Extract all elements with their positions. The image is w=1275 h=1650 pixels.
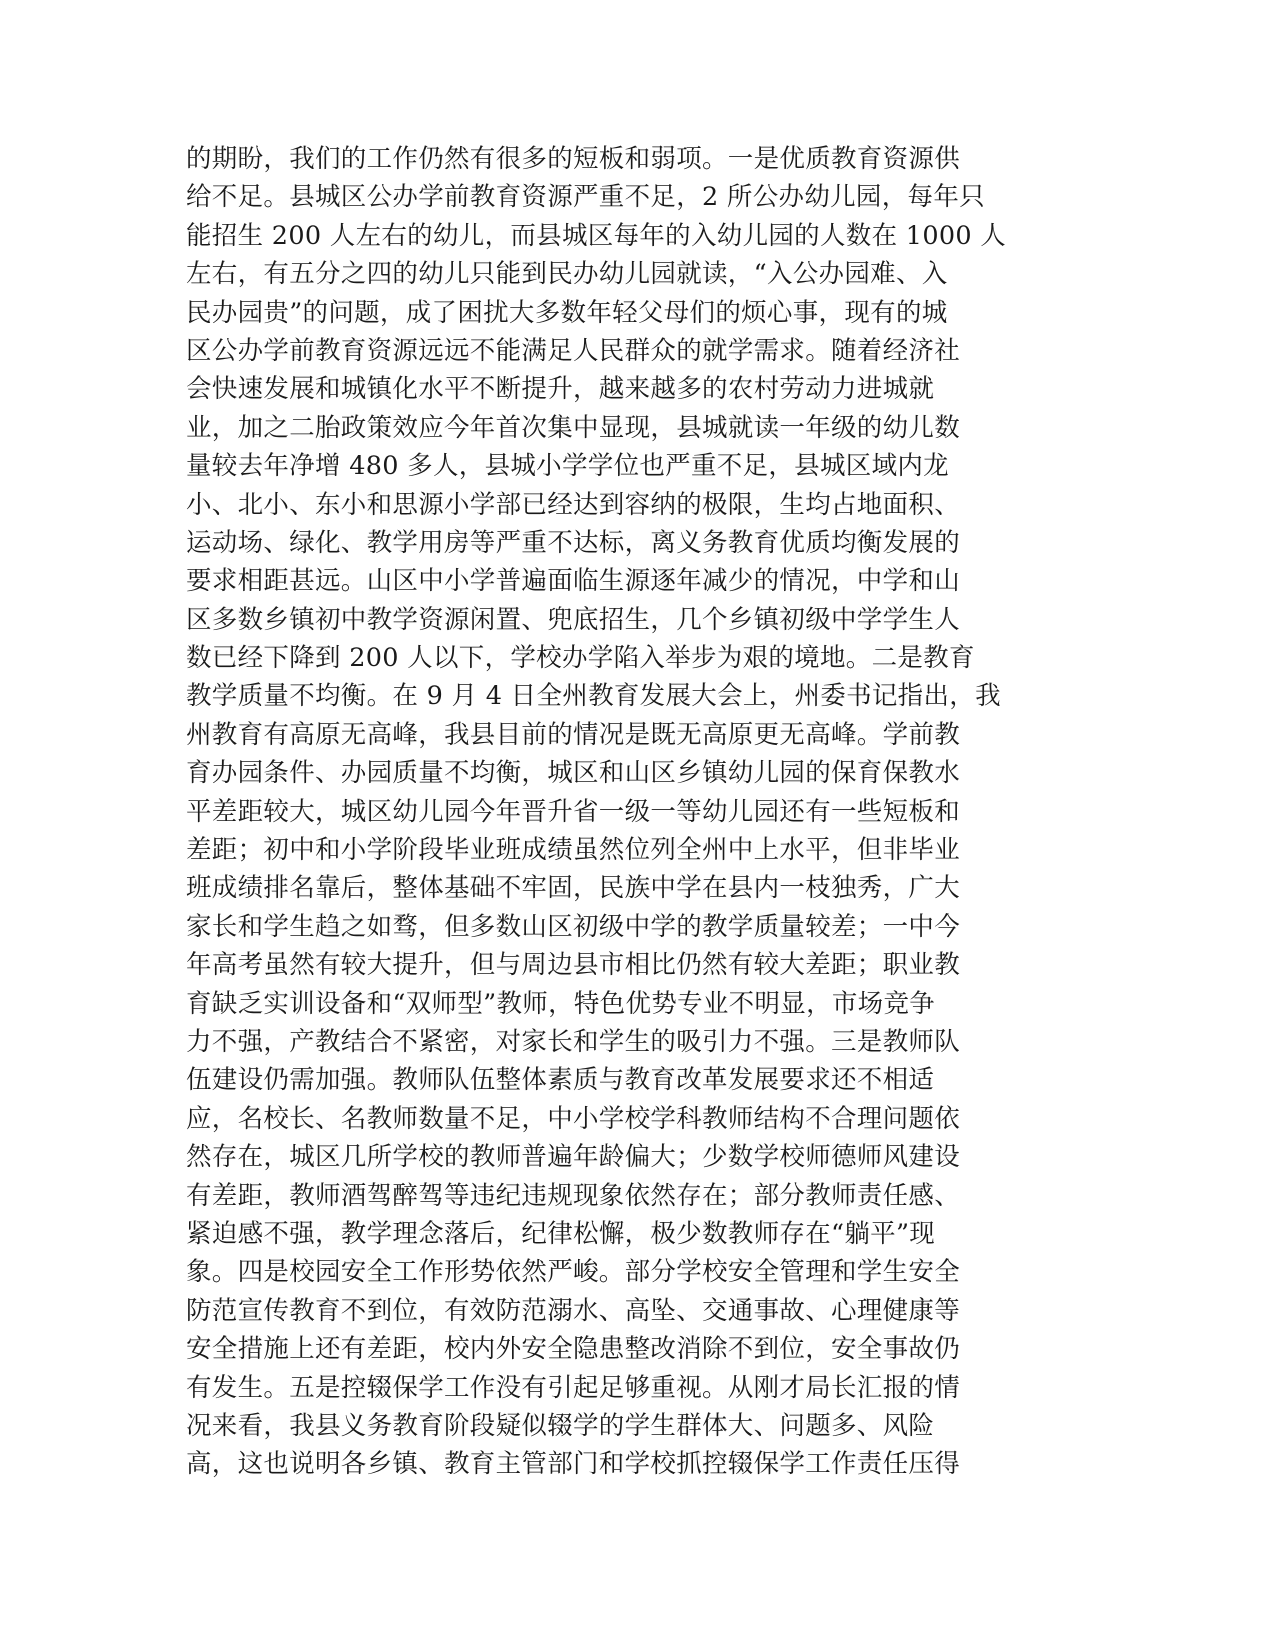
text-line: 力不强，产教结合不紧密，对家长和学生的吸引力不强。三是教师队 [186, 1026, 961, 1057]
text-line: 有差距，教师酒驾醉驾等违纪违规现象依然存在；部分教师责任感、 [186, 1180, 961, 1211]
text-line: 况来看，我县义务教育阶段疑似辍学的学生群体大、问题多、风险 [186, 1410, 935, 1441]
text-line: 然存在，城区几所学校的教师普遍年龄偏大；少数学校师德师风建设 [186, 1142, 961, 1173]
text-line: 运动场、绿化、教学用房等严重不达标，离义务教育优质均衡发展的 [186, 527, 961, 558]
text-line: 教学质量不均衡。在 9 月 4 日全州教育发展大会上，州委书记指出，我 [186, 681, 1001, 712]
text-line: 小、北小、东小和思源小学部已经达到容纳的极限，生均占地面积、 [186, 489, 961, 520]
body-paragraph [186, 140, 1086, 1484]
text-line: 区多数乡镇初中教学资源闲置、兜底招生，几个乡镇初级中学学生人 [186, 604, 961, 635]
text-line: 平差距较大，城区幼儿园今年晋升省一级一等幼儿园还有一些短板和 [186, 796, 961, 827]
text-line: 伍建设仍需加强。教师队伍整体素质与教育改革发展要求还不相适 [186, 1065, 935, 1096]
text-line: 给不足。县城区公办学前教育资源严重不足，2 所公办幼儿园，每年只 [186, 182, 985, 213]
text-line: 州教育有高原无高峰，我县目前的情况是既无高原更无高峰。学前教 [186, 719, 961, 750]
text-line: 应，名校长、名教师数量不足，中小学校学科教师结构不合理问题依 [186, 1103, 961, 1134]
text-line: 班成绩排名靠后，整体基础不牢固，民族中学在县内一枝独秀，广大 [186, 873, 961, 904]
text-line: 象。四是校园安全工作形势依然严峻。部分学校安全管理和学生安全 [186, 1257, 961, 1288]
text-line: 差距；初中和小学阶段毕业班成绩虽然位列全州中上水平，但非毕业 [186, 835, 961, 866]
text-line: 要求相距甚远。山区中小学普遍面临生源逐年减少的情况，中学和山 [186, 566, 961, 597]
text-line: 会快速发展和城镇化水平不断提升，越来越多的农村劳动力进城就 [186, 374, 935, 405]
text-line: 业，加之二胎政策效应今年首次集中显现，县城就读一年级的幼儿数 [186, 412, 961, 443]
text-line: 家长和学生趋之如骛，但多数山区初级中学的教学质量较差；一中今 [186, 911, 961, 942]
text-line: 量较去年净增 480 多人，县城小学学位也严重不足，县城区域内龙 [186, 451, 949, 482]
text-line: 区公办学前教育资源远远不能满足人民群众的就学需求。随着经济社 [186, 335, 961, 366]
text-line: 数已经下降到 200 人以下，学校办学陷入举步为艰的境地。二是教育 [186, 643, 975, 674]
text-line: 安全措施上还有差距，校内外安全隐患整改消除不到位，安全事故仍 [186, 1334, 961, 1365]
text-line: 育办园条件、办园质量不均衡，城区和山区乡镇幼儿园的保育保教水 [186, 758, 961, 789]
text-line: 左右，有五分之四的幼儿只能到民办幼儿园就读，“入公办园难、入 [186, 259, 948, 290]
text-line: 能招生 200 人左右的幼儿，而县城区每年的入幼儿园的人数在 1000 人 [186, 220, 1007, 251]
text-line: 高，这也说明各乡镇、教育主管部门和学校抓控辍保学工作责任压得 [186, 1449, 961, 1480]
text-line: 的期盼，我们的工作仍然有很多的短板和弱项。一是优质教育资源供 [186, 144, 961, 174]
text-line: 紧迫感不强，教学理念落后，纪律松懈，极少数教师存在“躺平”现 [186, 1218, 936, 1249]
text-line: 育缺乏实训设备和“双师型”教师，特色优势专业不明显，市场竞争 [186, 988, 936, 1019]
text-line: 年高考虽然有较大提升，但与周边县市相比仍然有较大差距；职业教 [186, 950, 961, 981]
text-line: 有发生。五是控辍保学工作没有引起足够重视。从刚才局长汇报的情 [186, 1372, 961, 1403]
text-line: 防范宣传教育不到位，有效防范溺水、高坠、交通事故、心理健康等 [186, 1295, 961, 1326]
text-line: 民办园贵”的问题，成了困扰大多数年轻父母们的烦心事，现有的城 [186, 297, 948, 328]
